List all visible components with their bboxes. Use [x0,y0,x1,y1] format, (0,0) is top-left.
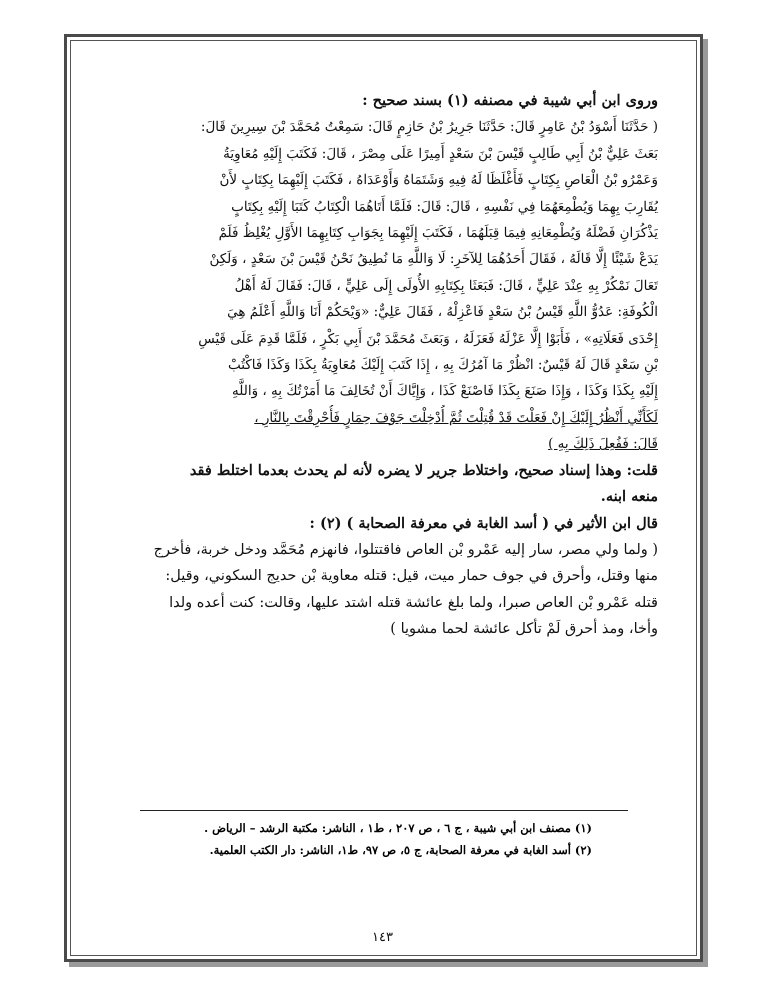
narration-line: إِلَيْهِ بِكَذَا وَكَذَا ، وَإِذَا صَنَعَ بِكَذَا فَاصْنَعْ كَذَا ، وَإِيَّاكَ أَنْ تُخَالِفَ مَا أَمَرْتُكَ بِهِ ، وَاللَّهِ [232,383,658,400]
narration-line: بْنِ سَعْدٍ قَالَ لَهُ قَيْسٌ: انْظُرْ مَا آمُرُكَ بِهِ ، إِذَا كَتَبَ إِلَيْكَ مُعَاوِيَةُ بِكَذَا وَكَذَا فَاكْتُبْ [227,357,658,374]
athir-line: قتله عَمْرو بْن العاص صبرا، ولما بلغ عائشة قتله اشتد عليها، وقالت: كنت أعده ولدا [169,594,658,611]
intro-heading: وروى ابن أبي شيبة في مصنفه (١) بسند صحيح : [362,92,658,109]
narration-line: ( حَدَّثَنَا أَسْوَدُ بْنُ عَامِرٍ قَالَ: حَدَّثَنَا جَرِيرُ بْنُ حَازِمٍ قَالَ: سَمِعْتُ مُحَمَّدَ بْنَ سِيرِينَ قَالَ: [200,119,658,136]
page-body [110,88,658,643]
footnote: (١) مصنف ابن أبي شيبة ، ج ٦ ، ص ٢٠٧ ، ط١ ، الناشر: مكتبة الرشد – الرياض . [204,821,592,835]
narration-line: الْكُوفَةِ: عَدُوُّ اللَّهِ قَيْسُ بْنُ سَعْدٍ فَاعْزِلْهُ ، فَقَالَ عَلِيٌّ: «وَيْحَكُمْ أَنَا وَاللَّهِ أَعْلَمُ هِيَ [227,304,658,321]
athir-line: منها وقتل، وأحرق في جوف حمار ميت، قيل: قتله معاوية بْن حديج السكوني، وقيل: [165,568,658,585]
footnotes-section [140,810,628,861]
comment-line: منعه ابنه. [600,488,658,506]
narration-block [110,114,658,457]
footnote: (٢) أسد الغابة في معرفة الصحابة، ج ٥، ص ٩٧، ط١، الناشر: دار الكتب العلمية. [209,843,592,857]
narration-line: بَعَثَ عَلِيٌّ بْنُ أَبِي طَالِبٍ قَيْسَ بْنَ سَعْدٍ أَمِيرًا عَلَى مِصْرَ ، قَالَ: فَكَتَبَ إِلَيْهِ مُعَاوِيَةُ [223,145,658,162]
page-number: ١٤٣ [372,930,393,945]
athir-line: ( ولما ولي مصر، سار إليه عَمْرو بْن العاص فاقتتلوا، فانهزم مُحَمَّد ودخل خربة، فأخرج [153,541,658,558]
narration-line: تَعَالَ نَمْكُرْ بِهِ عِنْدَ عَلِيٍّ ، قَالَ: فَبَعَثَا بِكِتَابِهِ الأُولَى إِلَى عَلِيٍّ ، قَالَ: فَقَالَ لَهُ أَهْلُ [234,277,658,294]
athir-heading: قال ابن الأثير في ( أسد الغابة في معرفة الصحابة ) (٢) : [309,514,658,532]
narration-line: إِحْدَى فَعَلَاتِهِ» ، فَأَبَوْا إِلَّا عَزْلَهُ فَعَزَلَهُ ، وَبَعَثَ مُحَمَّدَ بْنَ أَبِي بَكْرٍ ، فَلَمَّا قَدِمَ عَلَى قَيْسِ [198,330,658,347]
narration-line: وَعَمْرُو بْنُ الْعَاصِ بِكِتَابٍ فَأَغْلَظَا لَهُ فِيهِ وَشَتَمَاهُ وَأَوْعَدَاهُ ، فَكَتَبَ إِلَيْهِمَا بِكِتَابٍ لأَنْ [219,172,658,189]
underlined-line: قَالَ: فَفُعِلَ ذَلِكَ بِهِ ) [548,436,658,453]
comment-line: قلت: وهذا إسناد صحيح، واختلاط جرير لا يضره لأنه لم يحدث بعدما اختلط فقد [189,461,658,479]
underlined-line: لَكَأَنِّي أَنْظُرُ إِلَيْكَ إِنْ فَعَلْتَ قَدْ قُتِلْتَ ثُمَّ أُدْخِلْتَ جَوْفَ حِمَارٍ فَأُحْرِقْتَ بِالنَّارِ ، [254,409,658,426]
narration-line: يُقَارِبَ بِهِمَا وَيُطْمِعَهُمَا فِي نَفْسِهِ ، قَالَ: قَالَ: فَلَمَّا أَتَاهُمَا الْكِتَابُ كَتَبَا إِلَيْهِ بِكِتَابٍ [231,198,658,215]
athir-line: وأخا، ومذ أحرق لَمْ تأكل عائشة لحما مشويا ) [390,621,658,638]
narration-line: يَذْكُرَانِ فَضْلَهُ وَيُطْمِعَانِهِ فِيمَا قِبَلَهُمَا ، فَكَتَبَ إِلَيْهِمَا بِجَوَابِ كِتَابِهِمَا الأَوَّلِ يُغْلِظُ فَلَمْ [218,225,658,242]
narration-line: يَدَعْ شَيْئًا إِلَّا قَالَهُ ، فَقَالَ أَحَدُهُمَا لِلآخَرِ: لَا وَاللَّهِ مَا نُطِيقُ نَحْنُ قَيْسَ بْنَ سَعْدٍ ، وَلَكِنْ [209,251,658,268]
